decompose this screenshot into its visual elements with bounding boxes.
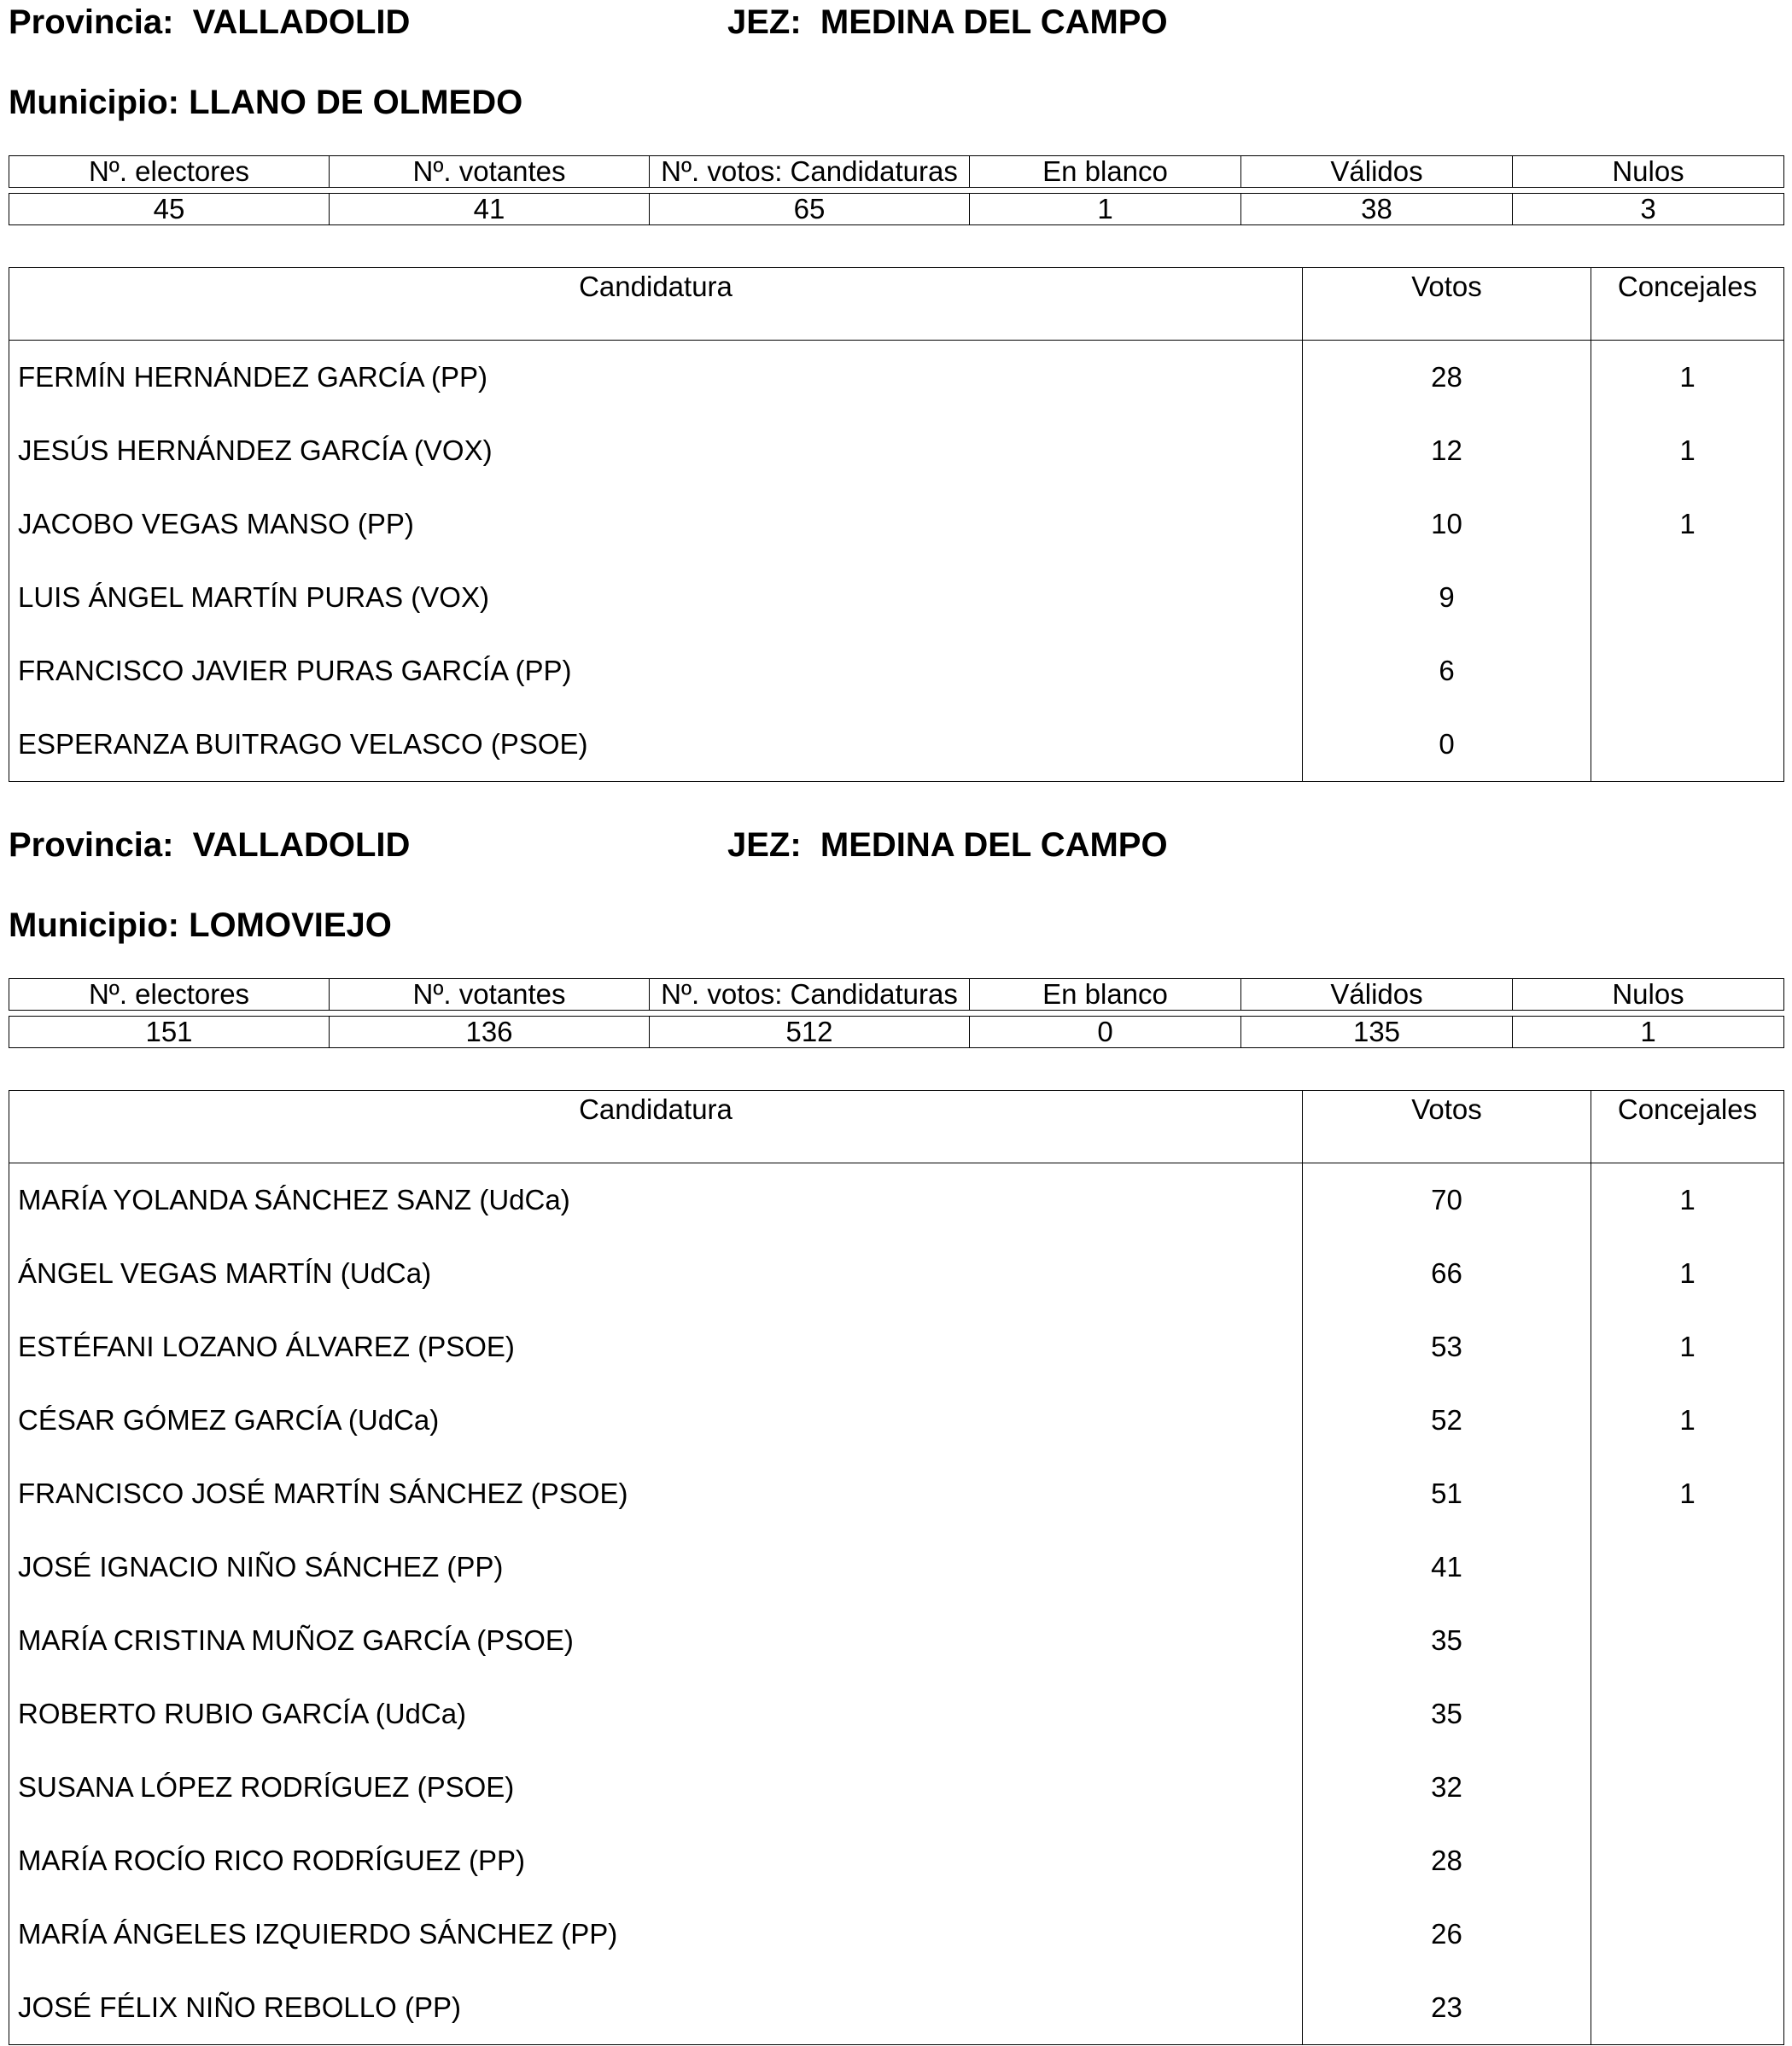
stats-value-cell: 135 xyxy=(1241,1017,1513,1048)
candidate-name: SUSANA LÓPEZ RODRÍGUEZ (PSOE) xyxy=(9,1751,1303,1824)
candidate-name: ROBERTO RUBIO GARCÍA (UdCa) xyxy=(9,1677,1303,1751)
candidate-name: JACOBO VEGAS MANSO (PP) xyxy=(9,487,1303,561)
candidate-name: FRANCISCO JAVIER PURAS GARCÍA (PP) xyxy=(9,634,1303,708)
stats-header-cell: Nº. votos: Candidaturas xyxy=(650,979,970,1011)
municipio-heading: Municipio: LOMOVIEJO xyxy=(9,906,392,944)
provincia-heading: Provincia: VALLADOLID xyxy=(9,3,411,41)
stats-value-cell: 1 xyxy=(970,194,1241,225)
table-row xyxy=(9,1824,1784,1897)
candidate-councillors xyxy=(1591,1971,1784,2045)
candidates-header-row xyxy=(9,268,1784,341)
stats-header-cell: En blanco xyxy=(970,156,1241,188)
candidate-name: MARÍA YOLANDA SÁNCHEZ SANZ (UdCa) xyxy=(9,1163,1303,1238)
candidate-name: MARÍA ÁNGELES IZQUIERDO SÁNCHEZ (PP) xyxy=(9,1897,1303,1971)
table-row xyxy=(9,1897,1784,1971)
candidate-name: ÁNGEL VEGAS MARTÍN (UdCa) xyxy=(9,1237,1303,1310)
table-row xyxy=(9,414,1784,487)
candidate-councillors xyxy=(1591,708,1784,782)
candidate-name: FERMÍN HERNÁNDEZ GARCÍA (PP) xyxy=(9,341,1303,415)
candidates-table xyxy=(9,1090,1784,2045)
table-row xyxy=(9,1310,1784,1384)
stats-header-row xyxy=(9,979,1784,1011)
stats-header-cell: Nulos xyxy=(1513,156,1784,188)
candidate-name: CÉSAR GÓMEZ GARCÍA (UdCa) xyxy=(9,1384,1303,1457)
candidate-votes: 32 xyxy=(1303,1751,1591,1824)
stats-header-cell: Nº. votantes xyxy=(330,979,650,1011)
table-row xyxy=(9,1751,1784,1824)
candidate-votes: 10 xyxy=(1303,487,1591,561)
candidate-votes: 0 xyxy=(1303,708,1591,782)
candidatura-header: Candidatura xyxy=(9,1091,1303,1163)
stats-header-cell: Nº. votantes xyxy=(330,156,650,188)
concejales-header: Concejales xyxy=(1591,268,1784,341)
candidate-votes: 66 xyxy=(1303,1237,1591,1310)
table-row xyxy=(9,561,1784,634)
table-row xyxy=(9,1163,1784,1238)
candidate-councillors xyxy=(1591,1751,1784,1824)
stats-table xyxy=(9,978,1784,1011)
candidates-table xyxy=(9,267,1784,782)
candidate-name: MARÍA CRISTINA MUÑOZ GARCÍA (PSOE) xyxy=(9,1604,1303,1677)
concejales-header: Concejales xyxy=(1591,1091,1784,1163)
municipio-heading: Municipio: LLANO DE OLMEDO xyxy=(9,84,523,121)
candidate-name: JESÚS HERNÁNDEZ GARCÍA (VOX) xyxy=(9,414,1303,487)
candidate-votes: 12 xyxy=(1303,414,1591,487)
candidate-votes: 41 xyxy=(1303,1530,1591,1604)
table-row xyxy=(9,634,1784,708)
stats-value-cell: 136 xyxy=(330,1017,650,1048)
stats-value-cell: 512 xyxy=(650,1017,970,1048)
candidate-name: MARÍA ROCÍO RICO RODRÍGUEZ (PP) xyxy=(9,1824,1303,1897)
table-row xyxy=(9,1457,1784,1530)
stats-table xyxy=(9,155,1784,188)
stats-value-cell: 65 xyxy=(650,194,970,225)
jez-heading: JEZ: MEDINA DEL CAMPO xyxy=(727,3,1168,41)
candidate-councillors xyxy=(1591,1530,1784,1604)
candidate-name: ESTÉFANI LOZANO ÁLVAREZ (PSOE) xyxy=(9,1310,1303,1384)
stats-value-cell: 151 xyxy=(9,1017,330,1048)
candidate-votes: 35 xyxy=(1303,1677,1591,1751)
candidate-councillors xyxy=(1591,1824,1784,1897)
candidate-councillors: 1 xyxy=(1591,487,1784,561)
stats-values-table xyxy=(9,193,1784,225)
provincia-heading: Provincia: VALLADOLID xyxy=(9,826,411,864)
candidate-councillors: 1 xyxy=(1591,1163,1784,1238)
candidate-councillors: 1 xyxy=(1591,414,1784,487)
stats-value-cell: 41 xyxy=(330,194,650,225)
stats-value-cell: 3 xyxy=(1513,194,1784,225)
stats-header-cell: Válidos xyxy=(1241,156,1513,188)
stats-value-cell: 0 xyxy=(970,1017,1241,1048)
table-row xyxy=(9,708,1784,782)
stats-value-cell: 45 xyxy=(9,194,330,225)
candidate-votes: 35 xyxy=(1303,1604,1591,1677)
candidate-name: JOSÉ FÉLIX NIÑO REBOLLO (PP) xyxy=(9,1971,1303,2045)
candidate-votes: 26 xyxy=(1303,1897,1591,1971)
table-row xyxy=(9,1237,1784,1310)
candidate-councillors xyxy=(1591,634,1784,708)
candidate-councillors: 1 xyxy=(1591,1237,1784,1310)
candidate-councillors: 1 xyxy=(1591,1384,1784,1457)
stats-header-cell: En blanco xyxy=(970,979,1241,1011)
candidate-councillors: 1 xyxy=(1591,341,1784,415)
candidate-name: JOSÉ IGNACIO NIÑO SÁNCHEZ (PP) xyxy=(9,1530,1303,1604)
candidate-name: LUIS ÁNGEL MARTÍN PURAS (VOX) xyxy=(9,561,1303,634)
candidate-name: FRANCISCO JOSÉ MARTÍN SÁNCHEZ (PSOE) xyxy=(9,1457,1303,1530)
table-row xyxy=(9,1677,1784,1751)
stats-header-cell: Válidos xyxy=(1241,979,1513,1011)
stats-values-table xyxy=(9,1016,1784,1048)
candidate-councillors: 1 xyxy=(1591,1457,1784,1530)
candidatura-header: Candidatura xyxy=(9,268,1303,341)
stats-value-row xyxy=(9,1017,1784,1048)
candidate-votes: 51 xyxy=(1303,1457,1591,1530)
candidate-councillors xyxy=(1591,1677,1784,1751)
candidate-councillors xyxy=(1591,561,1784,634)
stats-value-cell: 38 xyxy=(1241,194,1513,225)
stats-header-cell: Nulos xyxy=(1513,979,1784,1011)
table-row xyxy=(9,341,1784,415)
votos-header: Votos xyxy=(1303,1091,1591,1163)
jez-heading: JEZ: MEDINA DEL CAMPO xyxy=(727,826,1168,864)
candidate-councillors: 1 xyxy=(1591,1310,1784,1384)
candidate-votes: 9 xyxy=(1303,561,1591,634)
candidate-votes: 53 xyxy=(1303,1310,1591,1384)
candidate-votes: 23 xyxy=(1303,1971,1591,2045)
candidate-votes: 28 xyxy=(1303,341,1591,415)
stats-header-cell: Nº. votos: Candidaturas xyxy=(650,156,970,188)
candidate-votes: 28 xyxy=(1303,1824,1591,1897)
candidate-votes: 52 xyxy=(1303,1384,1591,1457)
table-row xyxy=(9,1971,1784,2045)
candidate-name: ESPERANZA BUITRAGO VELASCO (PSOE) xyxy=(9,708,1303,782)
table-row xyxy=(9,1604,1784,1677)
candidate-councillors xyxy=(1591,1897,1784,1971)
table-row xyxy=(9,487,1784,561)
candidate-votes: 70 xyxy=(1303,1163,1591,1238)
candidate-votes: 6 xyxy=(1303,634,1591,708)
candidate-councillors xyxy=(1591,1604,1784,1677)
candidates-header-row xyxy=(9,1091,1784,1163)
stats-value-cell: 1 xyxy=(1513,1017,1784,1048)
stats-header-row xyxy=(9,156,1784,188)
votos-header: Votos xyxy=(1303,268,1591,341)
table-row xyxy=(9,1384,1784,1457)
table-row xyxy=(9,1530,1784,1604)
stats-header-cell: Nº. electores xyxy=(9,979,330,1011)
stats-value-row xyxy=(9,194,1784,225)
stats-header-cell: Nº. electores xyxy=(9,156,330,188)
